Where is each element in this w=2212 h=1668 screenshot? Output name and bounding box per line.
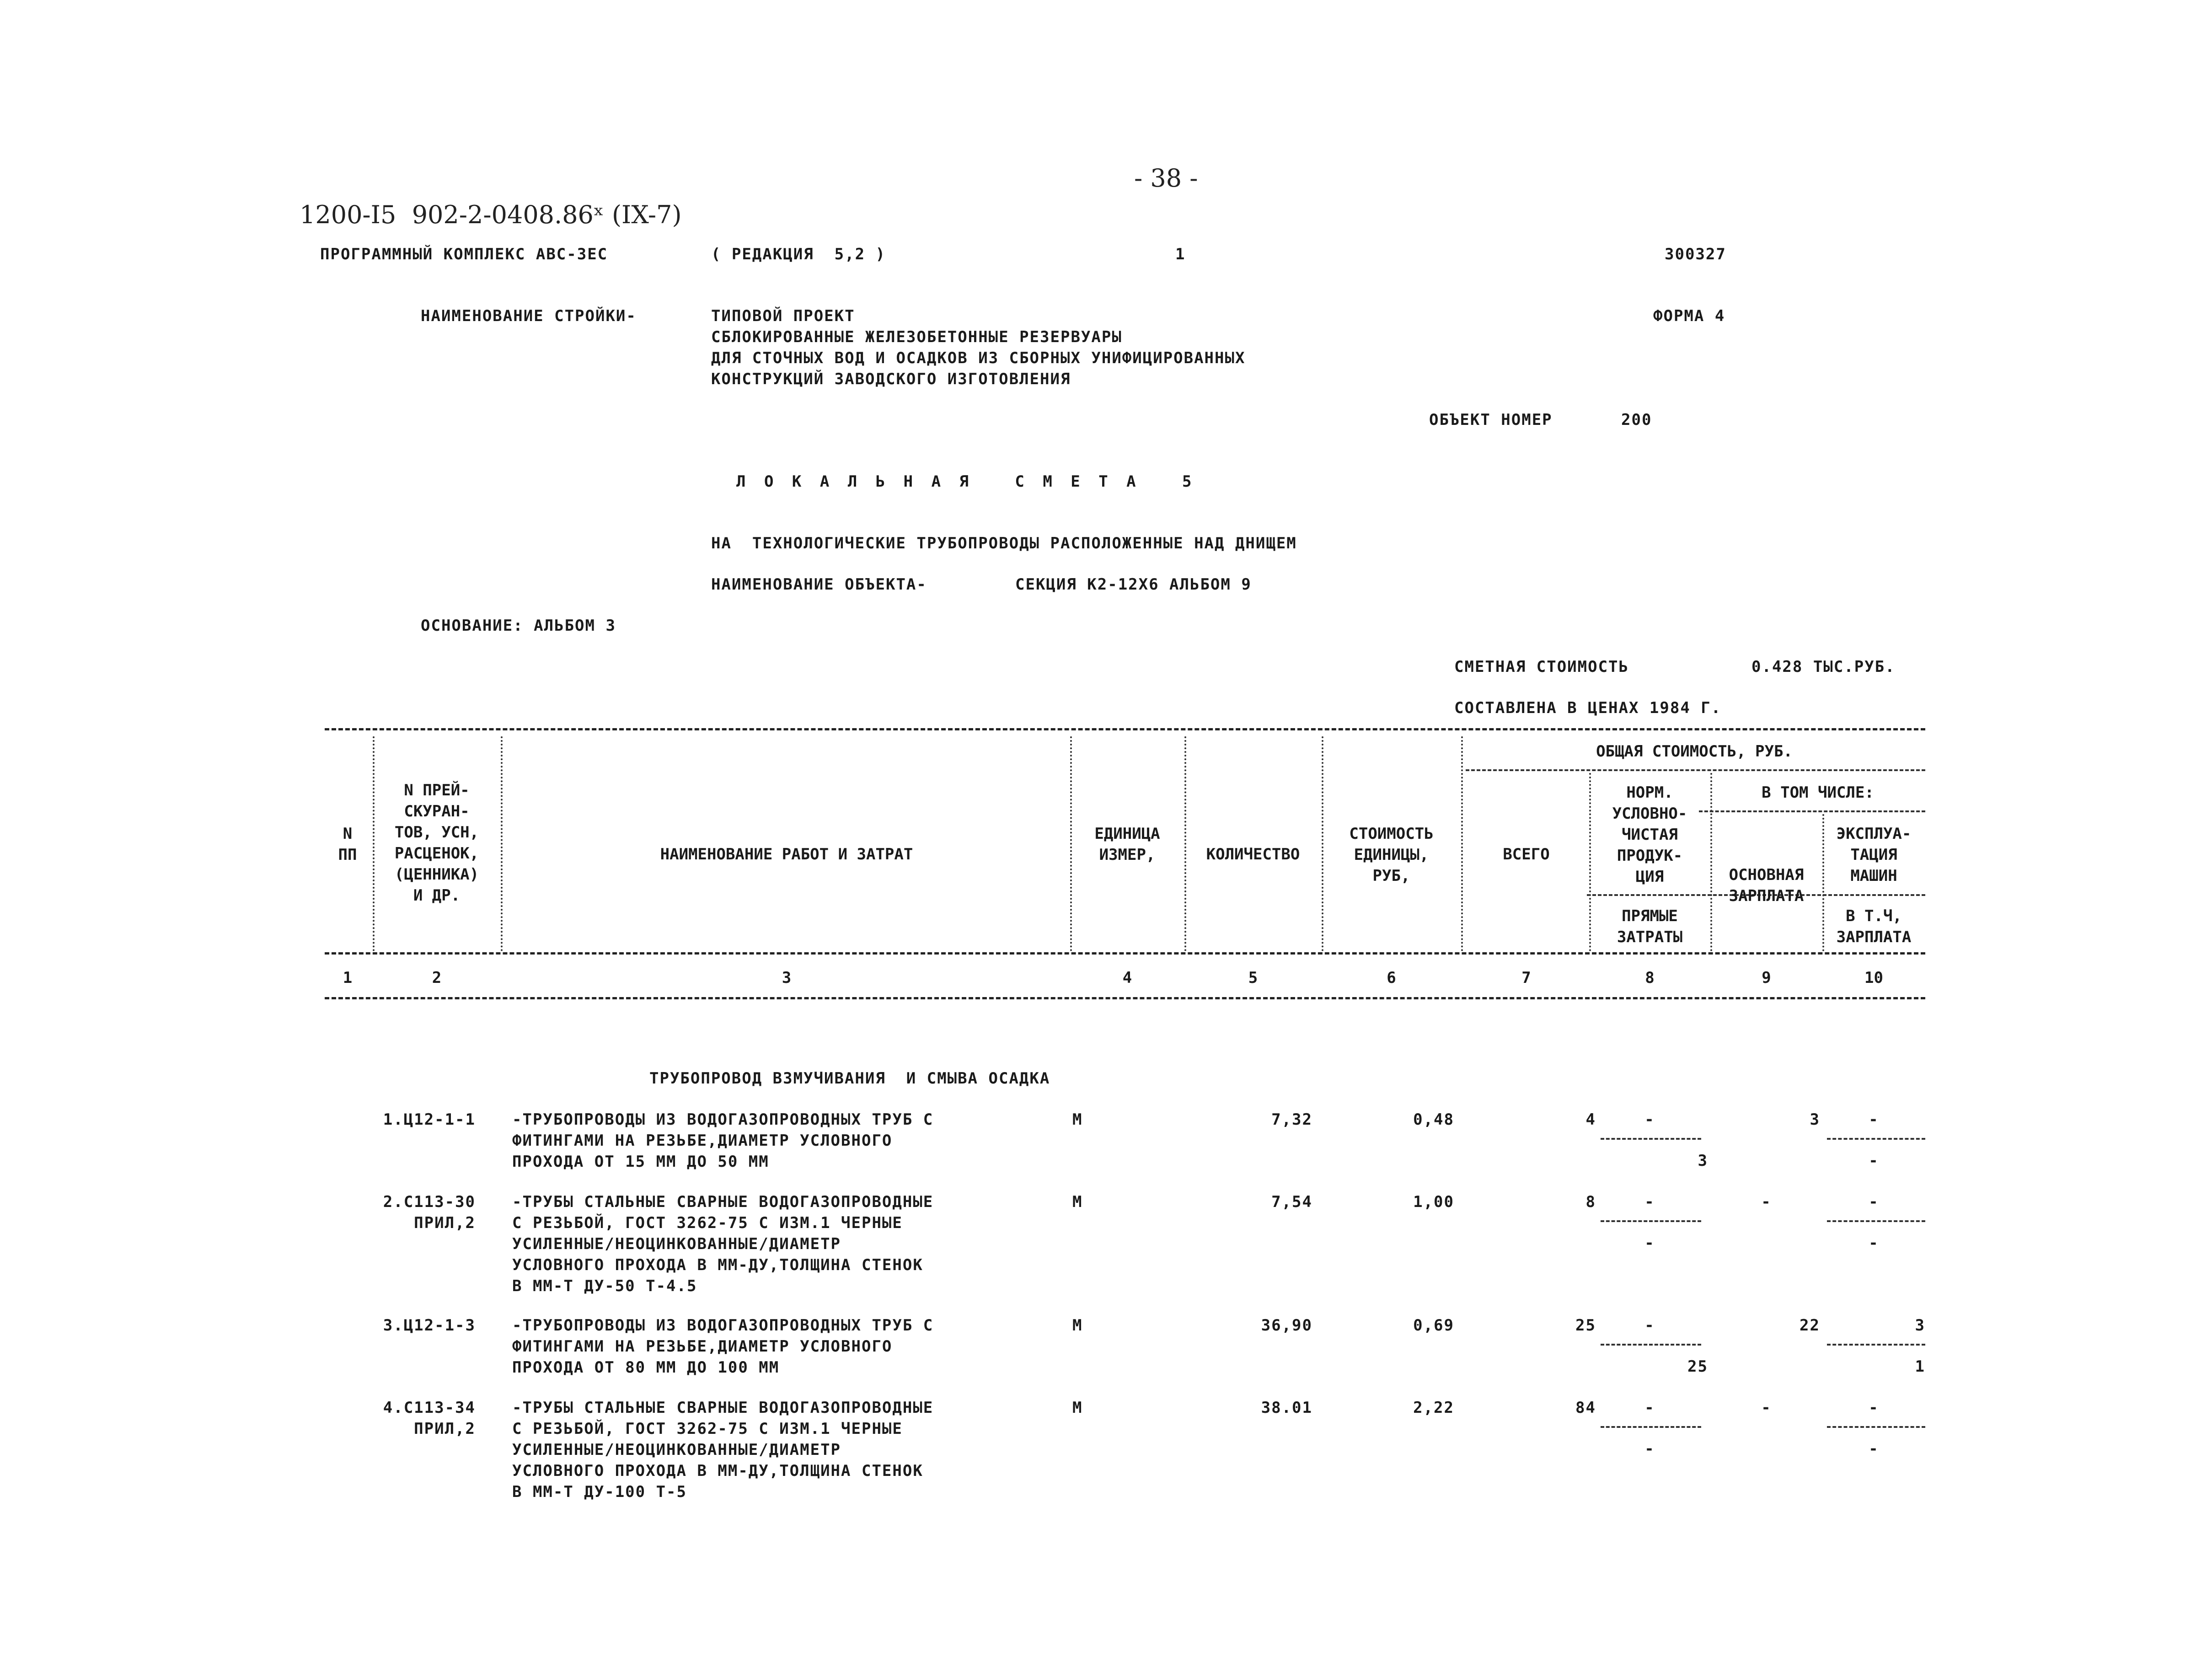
row-unit-cost: 0,48 xyxy=(1413,1110,1454,1129)
row-norm: - xyxy=(1644,1316,1655,1335)
row-machinery-top: 3 xyxy=(1915,1316,1925,1335)
row-machinery: 3 xyxy=(1810,1110,1820,1129)
row-machinery-top: - xyxy=(1869,1110,1879,1129)
header-machinery: ЭКСПЛУА- ТАЦИЯ МАШИН xyxy=(1836,825,1912,885)
row-code: 2.С113-30 ПРИЛ,2 xyxy=(383,1193,476,1232)
column-number: 10 xyxy=(1864,969,1883,987)
section-title: ТРУБОПРОВОД ВЗМУЧИВАНИЯ И СМЫВА ОСАДКА xyxy=(649,1069,1050,1088)
row-quantity: 38.01 xyxy=(1261,1399,1312,1417)
row-norm: - xyxy=(1644,1399,1655,1417)
header-total: ВСЕГО xyxy=(1503,845,1550,863)
page-number: - 38 - xyxy=(1134,164,1198,193)
header-quantity: КОЛИЧЕСТВО xyxy=(1206,845,1300,863)
row-unit-cost: 2,22 xyxy=(1413,1399,1454,1417)
construction-line: КОНСТРУКЦИЙ ЗАВОДСКОГО ИЗГОТОВЛЕНИЯ xyxy=(711,370,1071,388)
header-norm-production: НОРМ. УСЛОВНО- ЧИСТАЯ ПРОДУК- ЦИЯ xyxy=(1612,783,1687,886)
incl-rule xyxy=(1699,810,1925,812)
row-machinery-wage: - xyxy=(1869,1234,1879,1252)
sheet-number: 1 xyxy=(1175,245,1186,263)
software-edition: ( РЕДАКЦИЯ 5,2 ) xyxy=(711,245,886,263)
row-total: 4 xyxy=(1585,1110,1596,1129)
estimate-title: Л О К А Л Ь Н А Я С М Е Т А 5 xyxy=(736,472,1196,491)
construction-line: СБЛОКИРОВАННЫЕ ЖЕЛЕЗОБЕТОННЫЕ РЕЗЕРВУАРЫ xyxy=(711,328,1122,346)
row-code: 1.Ц12-1-1 xyxy=(383,1110,476,1129)
row-machinery-wage: - xyxy=(1869,1440,1879,1458)
row-wage: - xyxy=(1761,1399,1772,1417)
object-name-value: СЕКЦИЯ К2-12Х6 АЛЬБОМ 9 xyxy=(1015,575,1252,594)
header-direct-costs: ПРЯМЫЕ ЗАТРАТЫ xyxy=(1617,907,1683,946)
header-total-group: ОБЩАЯ СТОИМОСТЬ, РУБ. xyxy=(1596,742,1793,761)
row-quantity: 36,90 xyxy=(1261,1316,1312,1335)
row-machinery-wage: 1 xyxy=(1915,1357,1925,1376)
header-machinery-wage: В Т.Ч, ЗАРПЛАТА xyxy=(1836,907,1912,946)
construction-line: ДЛЯ СТОЧНЫХ ВОД И ОСАДКОВ ИЗ СБОРНЫХ УНИФИЦИРОВАННЫХ xyxy=(711,349,1246,367)
row-total: 8 xyxy=(1585,1193,1596,1211)
row-machinery: 22 xyxy=(1800,1316,1820,1335)
column-number: 4 xyxy=(1122,969,1132,987)
table-top-rule xyxy=(325,728,1925,730)
object-name-label: НАИМЕНОВАНИЕ ОБЪЕКТА- xyxy=(711,575,927,594)
object-label: ОБЪЕКТ НОМЕР xyxy=(1429,411,1553,429)
row-direct: - xyxy=(1644,1234,1655,1252)
construction-line: ТИПОВОЙ ПРОЕКТ xyxy=(711,307,855,325)
row-unit: М xyxy=(1072,1399,1083,1417)
cost-value: 0.428 ТЫС.РУБ. xyxy=(1751,658,1896,676)
header-work-name: НАИМЕНОВАНИЕ РАБОТ И ЗАТРАТ xyxy=(660,845,913,863)
header-bottom-rule xyxy=(325,952,1925,955)
header-price-list: N ПРЕЙ- СКУРАН- ТОВ, УСН, РАСЦЕНОК, (ЦЕННИКА) И ДР. xyxy=(394,781,479,905)
column-number: 1 xyxy=(343,969,353,987)
row-direct: 25 xyxy=(1687,1357,1708,1376)
column-number: 8 xyxy=(1645,969,1655,987)
row-norm: - xyxy=(1644,1110,1655,1129)
basis: ОСНОВАНИЕ: АЛЬБОМ 3 xyxy=(421,617,616,635)
object-number: 200 xyxy=(1621,411,1652,429)
row-name: -ТРУБОПРОВОДЫ ИЗ ВОДОГАЗОПРОВОДНЫХ ТРУБ С ФИТИНГАМИ НА РЕЗЬБЕ,ДИАМЕТР УСЛОВНОГО ПРОХОДА ОТ 80 ММ ДО 100 ММ xyxy=(512,1316,934,1377)
row-name: -ТРУБЫ СТАЛЬНЫЕ СВАРНЫЕ ВОДОГАЗОПРОВОДНЫЕ С РЕЗЬБОЙ, ГОСТ 3262-75 С ИЗМ.1 ЧЕРНЫЕ УСИЛЕННЫЕ/НЕОЦИНКОВАННЫЕ/ДИАМЕТР УСЛОВНОГО ПРОХОДА В ММ-ДУ,ТОЛЩИНА СТЕНОК В ММ-Т ДУ-100 Т-5 xyxy=(512,1399,934,1501)
form-label: ФОРМА 4 xyxy=(1653,307,1725,325)
row-code: 4.С113-34 ПРИЛ,2 xyxy=(383,1399,476,1438)
row-name: -ТРУБОПРОВОДЫ ИЗ ВОДОГАЗОПРОВОДНЫХ ТРУБ С ФИТИНГАМИ НА РЕЗЬБЕ,ДИАМЕТР УСЛОВНОГО ПРОХОДА ОТ 15 ММ ДО 50 ММ xyxy=(512,1110,934,1171)
row-quantity: 7,32 xyxy=(1271,1110,1312,1129)
row-total: 25 xyxy=(1575,1316,1596,1335)
header-base-wage: ОСНОВНАЯ ЗАРПЛАТА xyxy=(1729,866,1804,905)
document-number: 300327 xyxy=(1665,245,1726,263)
column-number: 3 xyxy=(782,969,792,987)
price-level: СОСТАВЛЕНА В ЦЕНАХ 1984 Г. xyxy=(1454,699,1722,717)
row-norm: - xyxy=(1644,1193,1655,1211)
column-number: 6 xyxy=(1387,969,1396,987)
column-number: 5 xyxy=(1248,969,1258,987)
header-unit: ЕДИНИЦА ИЗМЕР, xyxy=(1094,825,1160,864)
software-name: ПРОГРАММНЫЙ КОМПЛЕКС АВС-3ЕС xyxy=(320,245,608,263)
row-code: 3.Ц12-1-3 xyxy=(383,1316,476,1335)
row-machinery-top: - xyxy=(1869,1193,1879,1211)
row-wage: - xyxy=(1761,1193,1772,1211)
header-including: В ТОМ ЧИСЛЕ: xyxy=(1762,783,1874,802)
row-total: 84 xyxy=(1575,1399,1596,1417)
row-unit-cost: 1,00 xyxy=(1413,1193,1454,1211)
row-unit: М xyxy=(1072,1316,1083,1335)
cost-label: СМЕТНАЯ СТОИМОСТЬ xyxy=(1454,658,1629,676)
row-machinery-top: - xyxy=(1869,1399,1879,1417)
row-unit: М xyxy=(1072,1110,1083,1129)
numbers-bottom-rule xyxy=(325,997,1925,999)
column-number: 9 xyxy=(1762,969,1771,987)
document-code: 1200-I5 902-2-0408.86ˣ (IX-7) xyxy=(300,200,682,229)
header-npp: N ПП xyxy=(338,825,357,864)
row-unit: М xyxy=(1072,1193,1083,1211)
row-unit-cost: 0,69 xyxy=(1413,1316,1454,1335)
row-machinery-wage: - xyxy=(1869,1152,1879,1170)
estimate-subject: НА ТЕХНОЛОГИЧЕСКИЕ ТРУБОПРОВОДЫ РАСПОЛОЖЕННЫЕ НАД ДНИЩЕМ xyxy=(711,534,1297,552)
row-quantity: 7,54 xyxy=(1271,1193,1312,1211)
header-unit-cost: СТОИМОСТЬ ЕДИНИЦЫ, РУБ, xyxy=(1349,825,1434,885)
row-name: -ТРУБЫ СТАЛЬНЫЕ СВАРНЫЕ ВОДОГАЗОПРОВОДНЫЕ С РЕЗЬБОЙ, ГОСТ 3262-75 С ИЗМ.1 ЧЕРНЫЕ УСИЛЕННЫЕ/НЕОЦИНКОВАННЫЕ/ДИАМЕТР УСЛОВНОГО ПРОХОДА В ММ-ДУ,ТОЛЩИНА СТЕНОК В ММ-Т ДУ-50 Т-4.5 xyxy=(512,1193,934,1295)
construction-label: НАИМЕНОВАНИЕ СТРОЙКИ- xyxy=(421,307,637,325)
column-number: 7 xyxy=(1521,969,1531,987)
total-group-rule xyxy=(1466,769,1925,771)
column-number: 2 xyxy=(432,969,442,987)
construction-name xyxy=(711,306,1245,390)
row-direct: 3 xyxy=(1698,1152,1708,1170)
row-direct: - xyxy=(1644,1440,1655,1458)
